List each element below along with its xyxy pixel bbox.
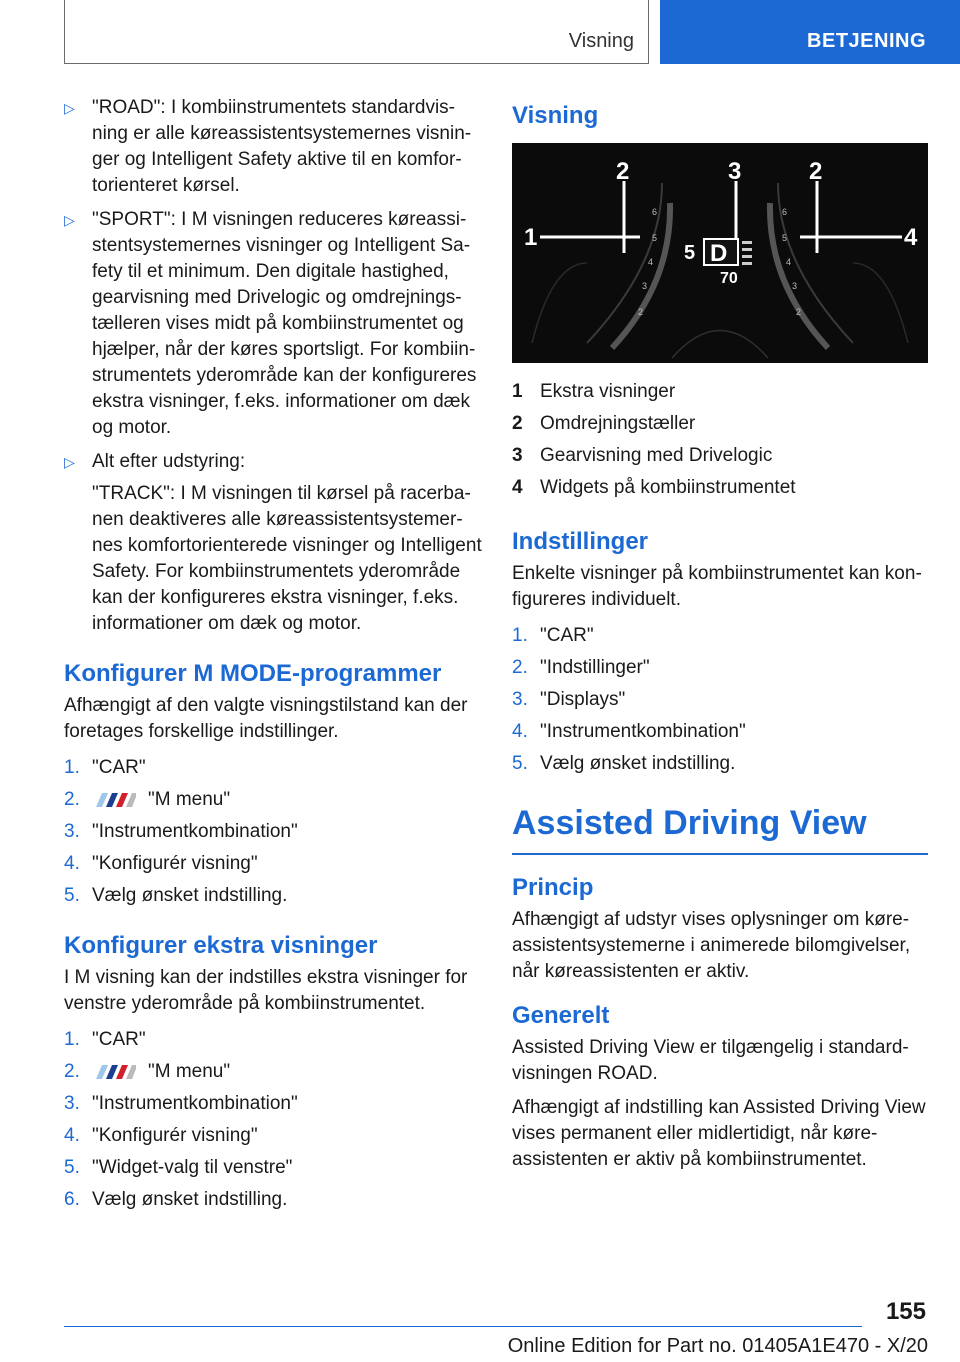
header-chapter-title: BETJENING xyxy=(807,30,926,52)
list-item xyxy=(512,687,928,713)
step-text: "Widget-valg til venstre" xyxy=(92,1157,293,1178)
section-intro: Enkelte visninger på kombiinstrumentet kan konfigureres individuelt. xyxy=(512,563,922,610)
list-item xyxy=(512,623,928,649)
instrument-cluster-figure xyxy=(512,143,928,363)
footer-edition-text: Online Edition for Part no. 01405A1E470 - X/20 xyxy=(507,1335,928,1357)
list-item xyxy=(64,819,482,845)
step-number: 3. xyxy=(64,1093,80,1114)
step-text: "CAR" xyxy=(92,757,146,778)
steps-list xyxy=(64,755,482,909)
section-text: Afhængigt af udstyr vises oplysninger om køreassistentsystemerne i animerede bilomgivelser, når køreassistenten er aktiv. xyxy=(512,909,911,982)
step-number: 2. xyxy=(64,1061,80,1082)
legend-number: 1 xyxy=(512,381,523,402)
step-number: 4. xyxy=(64,1125,80,1146)
triangle-bullet-icon: ▷ xyxy=(64,212,75,228)
gear-bar xyxy=(742,241,752,244)
bullet-text: "ROAD": I kombiinstrumentets standardvisning er alle køreassistentsystemernes visninger og Intelligent Safety aktive til en komfortorienteret kørsel. xyxy=(92,97,472,196)
list-item xyxy=(64,883,482,909)
section-heading: Generelt xyxy=(512,1002,610,1029)
legend-number: 4 xyxy=(512,477,523,498)
callout-number: 1 xyxy=(524,224,538,251)
section-intro: Afhængigt af den valgte visningstilstand kan der foretages forskellige indstillinger. xyxy=(64,695,468,742)
step-text: "Konfigurér visning" xyxy=(92,853,258,874)
bullet-text: "TRACK": I M visningen til kørsel på racerbanen deaktiveres alle køreassistentsystemernes komfortorienterede visninger og Intelligent Safety. For kombiinstrumentets yderområde kan der konfigureres ekstra visninger, f.eks. informationer om dæk og motor. xyxy=(92,483,482,634)
list-item xyxy=(64,851,482,877)
callout-number: 3 xyxy=(728,158,742,185)
list-item xyxy=(512,475,928,501)
list-item xyxy=(512,655,928,681)
step-number: 4. xyxy=(512,721,528,742)
bullet-item xyxy=(64,207,482,441)
center-arc xyxy=(672,331,768,359)
m-logo-icon xyxy=(92,793,136,807)
bullet-text: "SPORT": I M visningen reduceres køreassistentsystemernes visninger og Intelligent Safety til et minimum. Den digitale hastighed, gearvisning med Drivelogic og omdrejningstælleren vises midt på kombiinstrumentet og hjælper, når der køres sportsligt. For kombiinstrumentets yderområde kan der konfigureres ekstra visninger, f.eks. informationer om dæk og motor. xyxy=(92,209,477,438)
tick-label: 2 xyxy=(638,307,644,317)
step-text: "M menu" xyxy=(148,789,231,810)
list-item xyxy=(512,379,928,405)
m-logo-icon xyxy=(92,1065,136,1079)
list-item xyxy=(64,787,482,813)
tick-label: 4 xyxy=(786,257,792,267)
list-item xyxy=(64,1123,482,1149)
list-item xyxy=(64,755,482,781)
callout-number: 2 xyxy=(809,158,823,185)
step-number: 5. xyxy=(64,1157,80,1178)
left-gauge-band xyxy=(612,203,670,348)
section-heading: Konfigurer M MODE-programmer xyxy=(64,660,442,687)
left-column xyxy=(64,95,482,1219)
legend-text: Gearvisning med Drivelogic xyxy=(540,445,773,466)
section-heading: Konfigurer ekstra visninger xyxy=(64,932,378,959)
footer-divider xyxy=(64,1326,862,1327)
step-number: 1. xyxy=(512,625,528,646)
bullet-item xyxy=(64,95,482,199)
header-section-box xyxy=(64,0,649,64)
gear-bar xyxy=(742,248,752,251)
list-item xyxy=(512,719,928,745)
step-text: Vælg ønsket indstilling. xyxy=(92,1189,288,1210)
section-text: Afhængigt af indstilling kan Assisted Driving View vises permanent eller midlertidigt, når køreassistenten er aktiv på kombiinstrumentet. xyxy=(512,1097,926,1170)
list-item xyxy=(64,1155,482,1181)
header-chapter-box xyxy=(660,0,960,64)
tick-label: 3 xyxy=(792,281,798,291)
step-text: "Indstillinger" xyxy=(540,657,650,678)
chapter-heading: Assisted Driving View xyxy=(512,801,928,855)
legend-text: Omdrejningstæller xyxy=(540,413,696,434)
gear-bar xyxy=(742,262,752,265)
section-intro: I M visning kan der indstilles ekstra visninger for venstre yderområde på kombiinstrumentet. xyxy=(64,967,468,1014)
right-gauge-band xyxy=(770,203,828,348)
tick-label: 3 xyxy=(642,281,648,291)
list-item xyxy=(64,1187,482,1213)
bullet-text: Alt efter udstyring: xyxy=(92,451,246,472)
step-number: 2. xyxy=(512,657,528,678)
tick-label: 5 xyxy=(652,233,658,243)
tick-label: 6 xyxy=(652,207,658,217)
triangle-bullet-icon: ▷ xyxy=(64,100,75,116)
figure-legend xyxy=(512,379,928,501)
steps-list xyxy=(512,623,928,777)
section-heading: Visning xyxy=(512,102,599,129)
legend-text: Widgets på kombiinstrumentet xyxy=(540,477,796,498)
legend-number: 3 xyxy=(512,445,523,466)
section-text: Assisted Driving View er tilgængelig i standardvisningen ROAD. xyxy=(512,1037,909,1084)
speed-readout: 70 xyxy=(720,270,738,287)
step-number: 4. xyxy=(64,853,80,874)
callout-number: 2 xyxy=(616,158,630,185)
bullet-item xyxy=(64,449,482,637)
step-number: 6. xyxy=(64,1189,80,1210)
step-number: 3. xyxy=(64,821,80,842)
step-text: "Instrumentkombination" xyxy=(92,1093,298,1114)
section-heading: Princip xyxy=(512,874,594,901)
tick-label: 2 xyxy=(796,307,802,317)
page-number: 155 xyxy=(885,1298,926,1325)
left-outer-arc xyxy=(532,263,587,343)
header-section-title: Visning xyxy=(568,30,634,52)
steps-list xyxy=(64,1027,482,1213)
step-number: 5. xyxy=(512,753,528,774)
step-number: 2. xyxy=(64,789,80,810)
right-column xyxy=(512,95,928,1181)
instrument-cluster-illustration xyxy=(512,143,928,363)
list-item xyxy=(64,1059,482,1085)
tick-label: 4 xyxy=(648,257,654,267)
step-number: 5. xyxy=(64,885,80,906)
gear-indicator: D xyxy=(710,240,728,267)
step-text: "CAR" xyxy=(92,1029,146,1050)
step-text: Vælg ønsket indstilling. xyxy=(540,753,736,774)
section-heading: Indstillinger xyxy=(512,528,649,555)
triangle-bullet-icon: ▷ xyxy=(64,454,75,470)
legend-number: 2 xyxy=(512,413,523,434)
step-number: 3. xyxy=(512,689,528,710)
list-item xyxy=(512,411,928,437)
step-text: "Konfigurér visning" xyxy=(92,1125,258,1146)
list-item xyxy=(512,443,928,469)
step-number: 1. xyxy=(64,757,80,778)
list-item xyxy=(64,1027,482,1053)
step-text: "M menu" xyxy=(148,1061,231,1082)
gear-bar xyxy=(742,255,752,258)
list-item xyxy=(512,751,928,777)
step-text: Vælg ønsket indstilling. xyxy=(92,885,288,906)
step-text: "Displays" xyxy=(540,689,626,710)
callout-number: 4 xyxy=(904,224,918,251)
step-text: "CAR" xyxy=(540,625,594,646)
gear-prefix: 5 xyxy=(684,242,696,264)
list-item xyxy=(64,1091,482,1117)
tick-label: 6 xyxy=(782,207,788,217)
step-text: "Instrumentkombination" xyxy=(540,721,746,742)
step-text: "Instrumentkombination" xyxy=(92,821,298,842)
step-number: 1. xyxy=(64,1029,80,1050)
legend-text: Ekstra visninger xyxy=(540,381,676,402)
tick-label: 5 xyxy=(782,233,788,243)
right-outer-arc xyxy=(853,263,908,343)
